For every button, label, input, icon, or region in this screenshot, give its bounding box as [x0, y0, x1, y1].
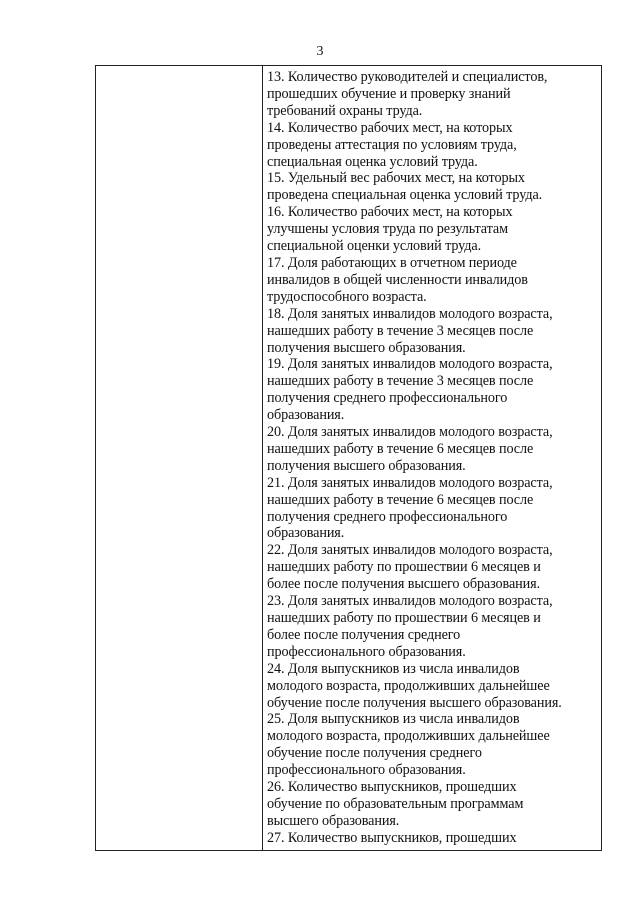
- indicator-item: [267, 830, 601, 847]
- indicator-line: нашедших работу в течение 3 месяцев после: [267, 373, 534, 390]
- table-right-column: [267, 69, 601, 849]
- indicator-item: [267, 475, 601, 543]
- indicator-item: [267, 779, 601, 830]
- indicator-item: [267, 711, 601, 779]
- indicator-line: специальной оценки условий труда.: [267, 238, 482, 255]
- indicator-line: 24. Доля выпускников из числа инвалидов: [267, 660, 520, 677]
- indicator-line: обучение по образовательным программам: [267, 795, 524, 812]
- indicator-item: [267, 69, 601, 120]
- indicator-line: 19. Доля занятых инвалидов молодого возраста,: [267, 356, 553, 373]
- indicator-line: образования.: [267, 525, 345, 542]
- indicator-line: нашедших работу в течение 6 месяцев после: [267, 491, 534, 508]
- indicator-line: 13. Количество руководителей и специалистов,: [267, 69, 548, 85]
- indicator-line: образования.: [267, 407, 345, 424]
- indicator-line: молодого возраста, продолживших дальнейшее: [267, 677, 550, 694]
- indicator-line: трудоспособного возраста.: [267, 288, 427, 305]
- indicator-item: [267, 255, 601, 306]
- indicator-line: обучение после получения среднего: [267, 745, 482, 762]
- indicator-item: [267, 542, 601, 593]
- indicator-line: более после получения высшего образования.: [267, 576, 541, 593]
- indicator-line: 21. Доля занятых инвалидов молодого возраста,: [267, 474, 553, 491]
- indicator-line: 14. Количество рабочих мест, на которых: [267, 119, 513, 136]
- indicator-line: более после получения среднего: [267, 626, 461, 643]
- indicator-line: прошедших обучение и проверку знаний: [267, 85, 511, 102]
- indicator-line: 18. Доля занятых инвалидов молодого возраста,: [267, 305, 553, 322]
- indicator-line: проведена специальная оценка условий труда.: [267, 187, 543, 204]
- indicator-line: инвалидов в общей численности инвалидов: [267, 271, 528, 288]
- indicator-item: [267, 204, 601, 255]
- indicator-line: 25. Доля выпускников из числа инвалидов: [267, 711, 520, 728]
- indicator-item: [267, 661, 601, 712]
- indicators-table: [95, 65, 602, 851]
- indicator-line: 20. Доля занятых инвалидов молодого возраста,: [267, 424, 553, 441]
- indicator-line: молодого возраста, продолживших дальнейшее: [267, 728, 550, 745]
- indicator-line: 17. Доля работающих в отчетном периоде: [267, 254, 517, 271]
- indicator-item: [267, 356, 601, 424]
- indicator-line: 22. Доля занятых инвалидов молодого возраста,: [267, 542, 553, 559]
- indicator-line: получения среднего профессионального: [267, 390, 508, 407]
- indicator-line: 16. Количество рабочих мест, на которых: [267, 204, 513, 221]
- indicator-line: обучение после получения высшего образования.: [267, 694, 562, 711]
- indicator-line: получения высшего образования.: [267, 457, 466, 474]
- indicator-line: профессионального образования.: [267, 643, 466, 660]
- indicator-line: требований охраны труда.: [267, 102, 423, 119]
- indicator-line: специальная оценка условий труда.: [267, 153, 478, 170]
- indicator-line: профессионального образования.: [267, 762, 466, 779]
- indicator-line: 23. Доля занятых инвалидов молодого возраста,: [267, 593, 553, 610]
- indicator-item: [267, 593, 601, 661]
- indicator-line: 26. Количество выпускников, прошедших: [267, 779, 517, 796]
- indicator-line: 27. Количество выпускников, прошедших: [267, 829, 517, 846]
- indicator-line: нашедших работу в течение 6 месяцев после: [267, 440, 534, 457]
- indicator-line: получения высшего образования.: [267, 339, 466, 356]
- indicator-line: улучшены условия труда по результатам: [267, 221, 508, 238]
- table-left-column: [96, 66, 263, 850]
- indicator-line: получения среднего профессионального: [267, 508, 508, 525]
- indicator-line: высшего образования.: [267, 812, 400, 829]
- indicator-item: [267, 424, 601, 475]
- indicator-line: нашедших работу в течение 3 месяцев после: [267, 322, 534, 339]
- indicator-line: нашедших работу по прошествии 6 месяцев и: [267, 559, 541, 576]
- indicator-item: [267, 170, 601, 204]
- indicator-line: нашедших работу по прошествии 6 месяцев и: [267, 610, 541, 626]
- indicator-item: [267, 120, 601, 171]
- indicator-item: [267, 306, 601, 357]
- page-number: 3: [316, 44, 324, 59]
- indicator-line: проведены аттестация по условиям труда,: [267, 136, 517, 153]
- indicator-line: 15. Удельный вес рабочих мест, на которых: [267, 170, 525, 187]
